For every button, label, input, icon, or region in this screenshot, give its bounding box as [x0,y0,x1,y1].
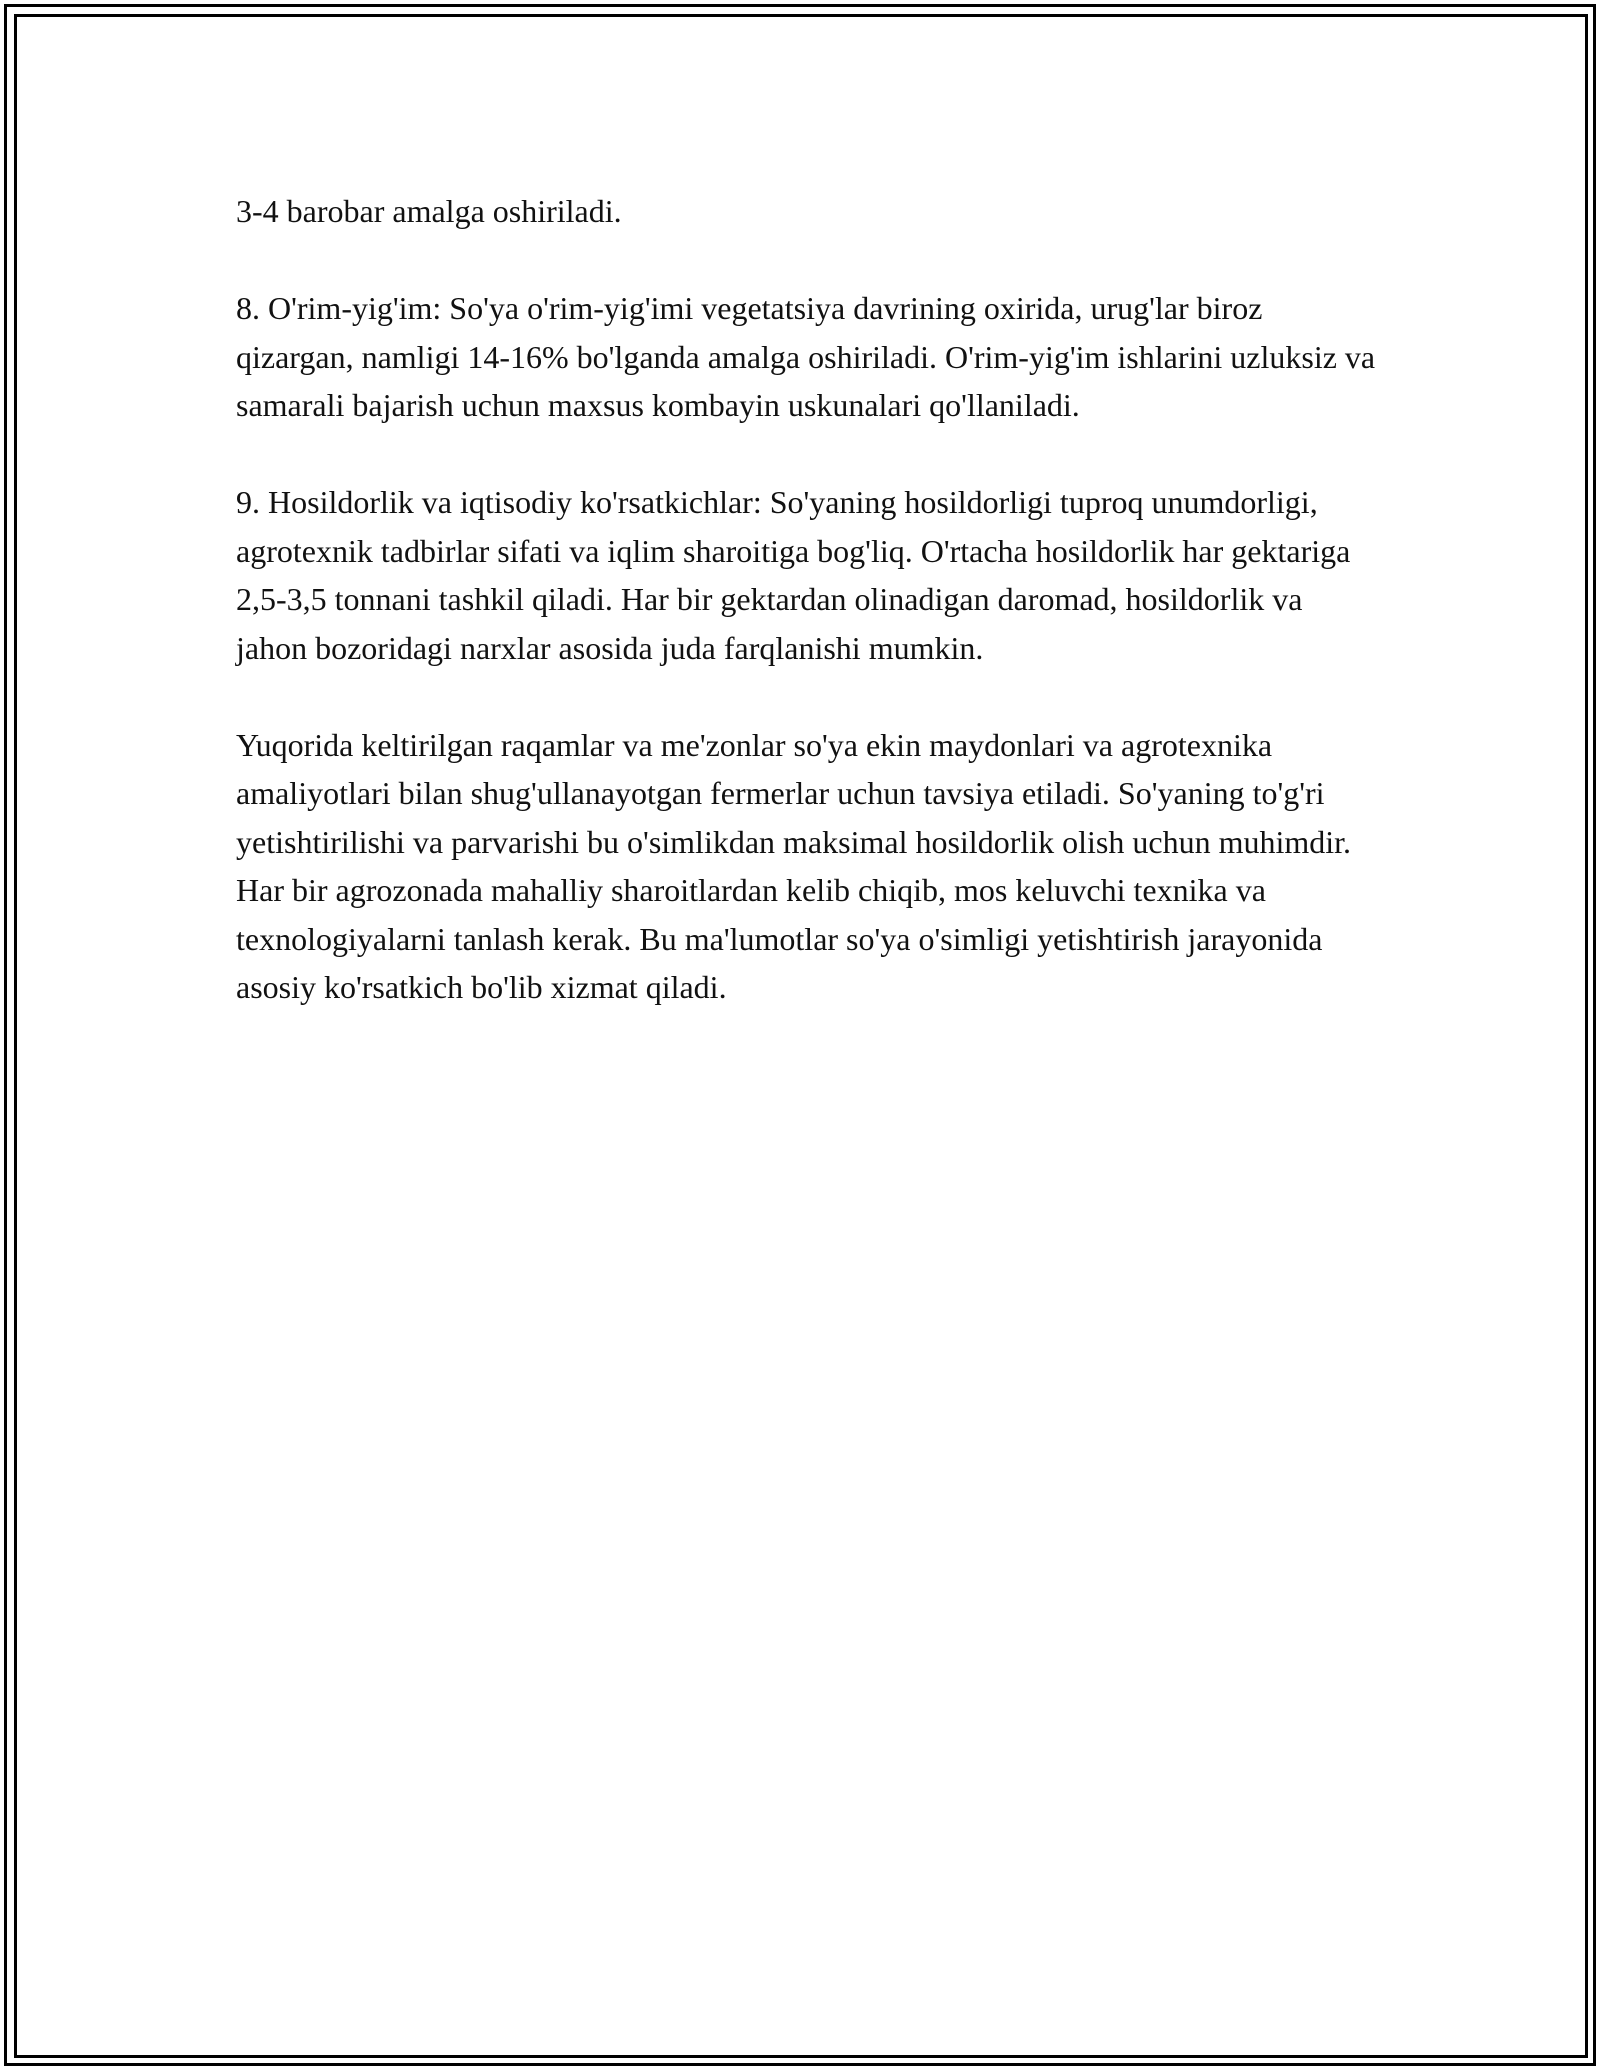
document-body [236,187,1376,1060]
paragraph-conclusion: Yuqorida keltirilgan raqamlar va me'zonlar so'ya ekin maydonlari va agrotexnika amaliyotlari bilan shug'ullanayotgan fermerlar uchun tavsiya etiladi. So'yaning to'g'ri yetishtirilishi va parvarishi bu o'simlikdan maksimal hosildorlik olish uchun muhimdir. Har bir agrozonada mahalliy sharoitlardan kelib chiqib, mos keluvchi texnika va texnologiyalarni tanlash kerak. Bu ma'lumotlar so'ya o'simligi yetishtirish jarayonida asosiy ko'rsatkich bo'lib xizmat qiladi. [236,726,1352,1005]
paragraph-yield-economics: 9. Hosildorlik va iqtisodiy ko'rsatkichlar: So'yaning hosildorligi tuproq unumdorligi, agrotexnik tadbirlar sifati va iqlim sharoitiga bog'liq. O'rtacha hosildorlik har gektariga 2,5-3,5 tonnani tashkil qiladi. Har bir gektardan olinadigan daromad, hosildorlik va jahon bozoridagi narxlar asosida juda farqlanishi mumkin. [236,484,1351,666]
paragraph-continuation: 3-4 barobar amalga oshiriladi. [236,193,622,229]
paragraph-harvesting: 8. O'rim-yig'im: So'ya o'rim-yig'imi vegetatsiya davrining oxirida, urug'lar biroz qizargan, namligi 14-16% bo'lganda amalga oshiriladi. O'rim-yig'im ishlarini uzluksiz va samarali bajarish uchun maxsus kombayin uskunalari qo'llaniladi. [236,290,1376,423]
